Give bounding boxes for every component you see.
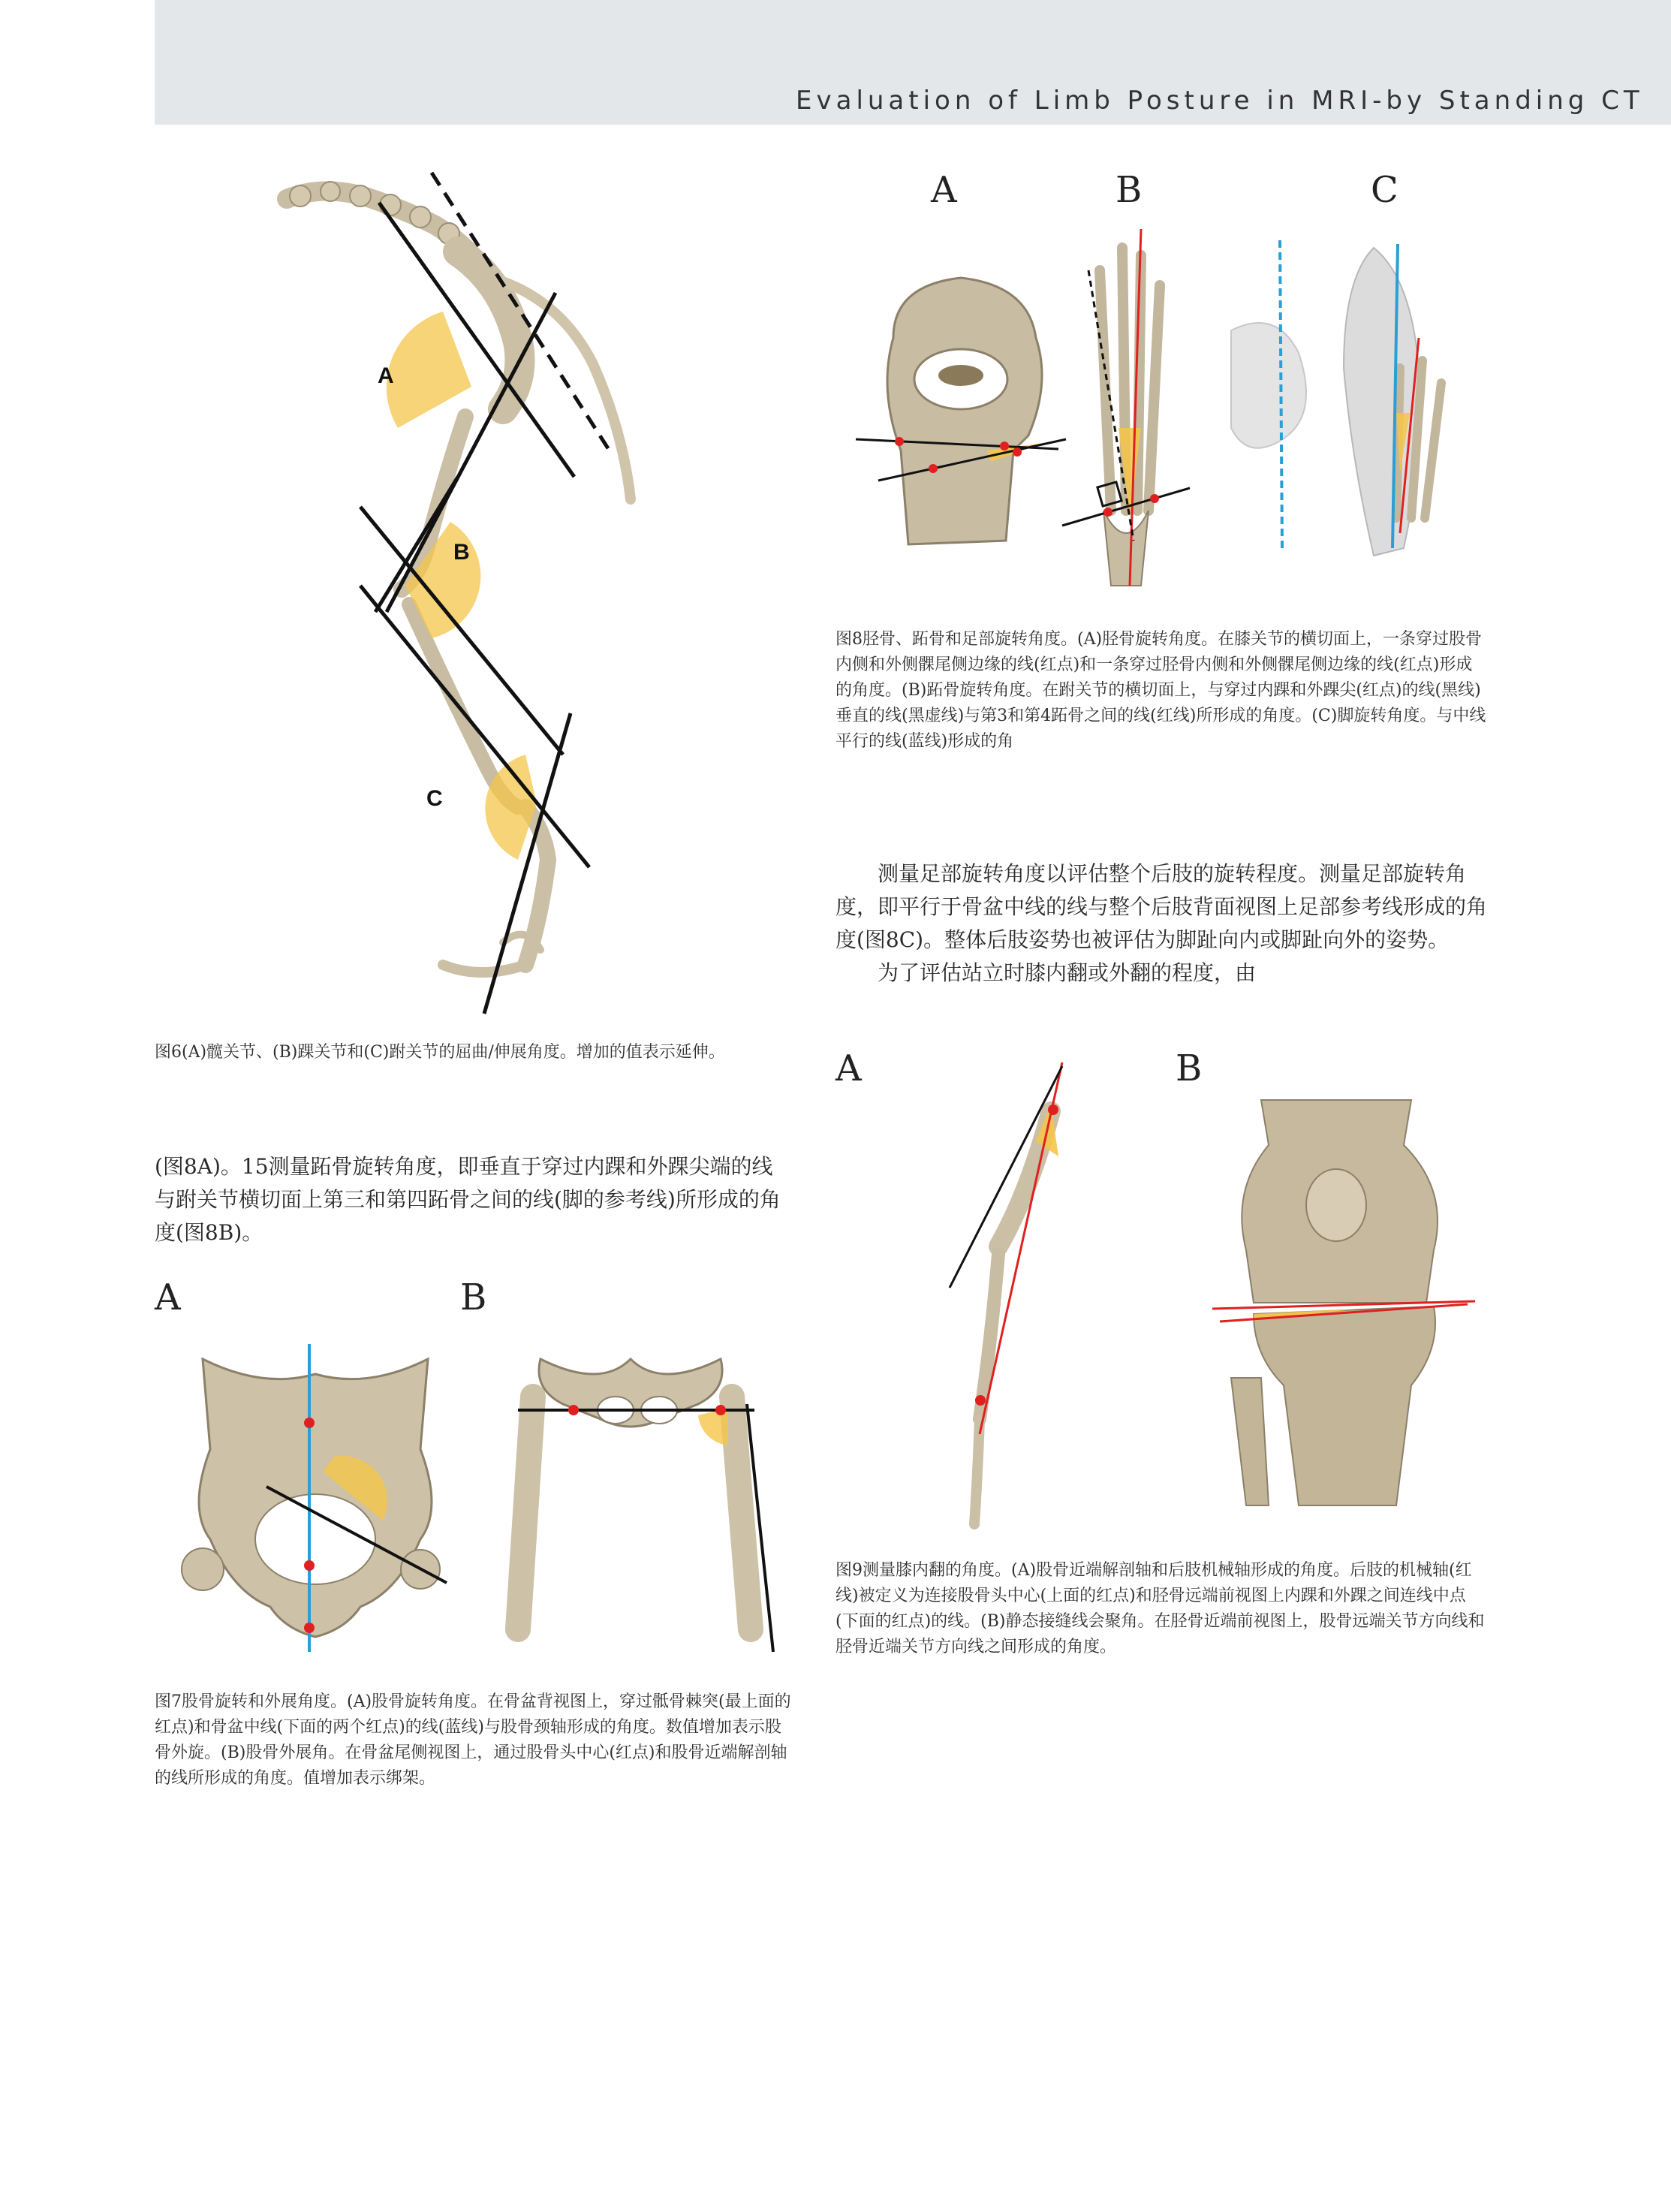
figure-6-caption: 图6(A)髋关节、(B)踝关节和(C)跗关节的屈曲/伸展角度。增加的值表示延伸。 — [155, 1043, 725, 1062]
figure-8b-image — [1058, 225, 1194, 601]
tibia-proximal — [1254, 1306, 1435, 1505]
figure-7-panel-b-label: B — [460, 1276, 487, 1318]
figure-8-caption: 图8胫骨、跖骨和足部旋转角度。(A)胫骨旋转角度。在膝关节的横切面上，一条穿过股骨内侧和外侧髁尾侧边缘的线(红点)和一条穿过胫骨内侧和外侧髁尾侧边缘的线(红点)形成的角度。(B)跖骨旋转角度。在跗关节的横切面上，与穿过内踝和外踝尖(红点)的线(黑线)垂直的线(黑虚线)与第3和第4跖骨之间的线(红线)所形成的角度。(C)脚旋转角度。与中线平行的线(蓝线)形成的角 — [836, 630, 1486, 751]
figure-6-label-c: C — [426, 786, 443, 811]
left-femur — [518, 1397, 533, 1629]
angle-lines — [360, 203, 589, 1014]
right-femur — [732, 1397, 751, 1629]
anatomical-axis-line — [950, 1066, 1062, 1288]
figure-8-panel-c-label: C — [1371, 169, 1399, 211]
figure-8a-image — [856, 255, 1073, 556]
figure-7-panel-a-label: A — [155, 1276, 181, 1318]
figure-7b-image — [473, 1344, 788, 1659]
left-paragraph-text: (图8A)。15测量跖骨旋转角度，即垂直于穿过内踝和外踝尖端的线与跗关节横切面上第三和第四跖骨之间的线(脚的参考线)所形成的角度(图8B)。 — [155, 1154, 781, 1245]
figure-6-label-b: B — [453, 540, 470, 565]
running-title: Evaluation of Limb Posture in MRI-by Standing CT — [796, 86, 1644, 116]
right-paragraph-2: 为了评估站立时膝内翻或外翻的程度，由 — [878, 960, 1257, 985]
figure-8c-image — [1231, 233, 1456, 571]
figure-9-panel-a-label: A — [836, 1047, 862, 1089]
paw-anterior — [974, 1419, 980, 1524]
figure-9b-image — [1209, 1100, 1479, 1505]
figure-8-panel-b-label: B — [1116, 169, 1143, 211]
pelvis-ghost-left — [1231, 323, 1306, 448]
figure-9a-image — [938, 1059, 1088, 1539]
figure-6-label-a: A — [378, 363, 394, 388]
figure-7a-image — [173, 1344, 458, 1652]
patella — [1306, 1169, 1366, 1241]
stifle-cross-section — [887, 278, 1042, 544]
figure-8-panel-a-label: A — [931, 169, 957, 211]
fibula — [1231, 1378, 1269, 1505]
hip-angle-fill — [387, 312, 471, 428]
right-column-paragraph — [836, 857, 1489, 990]
figure-7-caption: 图7股骨旋转和外展角度。(A)股骨旋转角度。在骨盆背视图上，穿过骶骨棘突(最上面的红点)和骨盆中线(下面的两个红点)的线(蓝线)与股骨颈轴形成的角度。数值增加表示股骨外旋。(B)股骨外展角。在骨盆尾侧视图上，通过股骨头中心(红点)和股骨近端解剖轴的线所形成的角度。值增加表示绑架。 — [155, 1692, 791, 1788]
figure-9-caption: 图9测量膝内翻的角度。(A)股骨近端解剖轴和后肢机械轴形成的角度。后肢的机械轴(红线)被定义为连接股骨头中心(上面的红点)和胫骨远端前视图上内踝和外踝之间连线中点(下面的红点)的线。(B)静态接缝线会聚角。在胫骨近端前视图上，股骨远端关节方向线和胫骨近端关节方向线之间形成的角度。 — [836, 1561, 1485, 1656]
left-column-paragraph — [155, 1150, 793, 1249]
paw-bones — [443, 965, 525, 972]
right-paragraph-1: 测量足部旋转角度以评估整个后肢的旋转程度。测量足部旋转角度，即平行于骨盆中线的线与整个后肢背面视图上足部参考线形成的角度(图8C)。整体后肢姿势也被评估为脚趾向内或脚趾向外的姿势。 — [836, 861, 1488, 952]
figure-9-panel-b-label: B — [1176, 1047, 1203, 1089]
figure-6-image — [278, 169, 698, 1017]
